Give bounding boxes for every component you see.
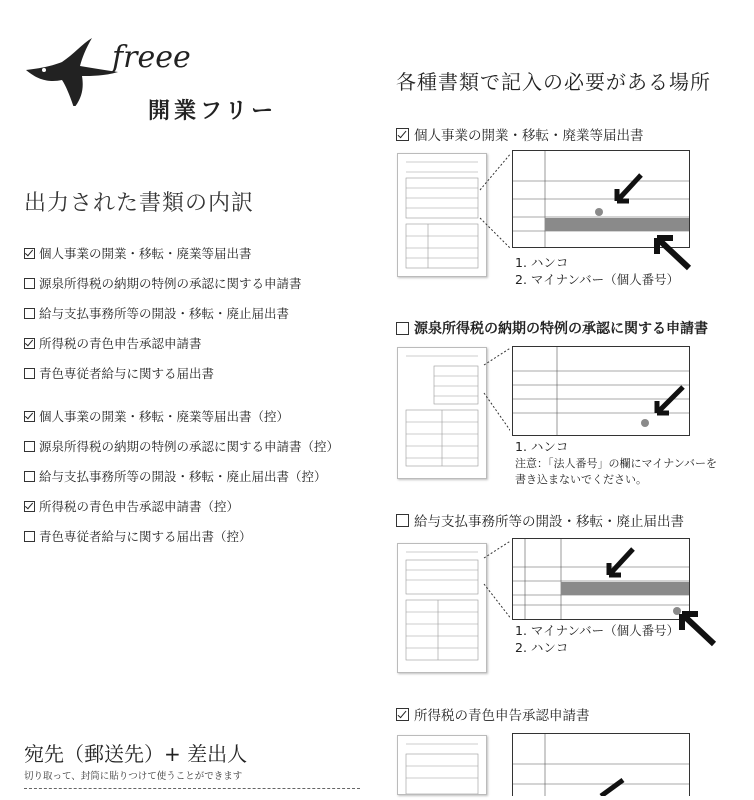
form-detail-icon — [513, 347, 689, 435]
section-title-label: 給与支払事務所等の開設・移転・廃止届出書 — [414, 514, 684, 530]
list-item-label: 源泉所得税の納期の特例の承認に関する申請書（控） — [39, 439, 340, 454]
item-text: 1. マイナンバー（個人番号） — [515, 623, 680, 638]
form-lines-icon — [398, 736, 486, 794]
section-items — [515, 622, 679, 656]
form-zoom-gensen — [512, 346, 690, 436]
item-text: 2. ハンコ — [515, 640, 569, 655]
section-items — [515, 438, 568, 455]
zoom-lines — [470, 150, 510, 270]
unchecked-checkbox-icon — [24, 368, 35, 379]
list-item — [24, 497, 239, 515]
list-item-label: 個人事業の開業・移転・廃業等届出書 — [39, 246, 252, 261]
swallow-bird-icon — [22, 36, 122, 106]
checked-checkbox-icon — [24, 338, 35, 349]
list-item-label: 青色専従者給与に関する届出書（控） — [39, 529, 252, 544]
checked-checkbox-icon — [24, 411, 35, 422]
freee-logo — [22, 36, 292, 126]
list-item — [24, 304, 289, 322]
list-item — [24, 527, 252, 545]
item-text: 1. ハンコ — [515, 255, 569, 270]
zoom-lines — [470, 345, 510, 455]
unchecked-checkbox-icon — [24, 471, 35, 482]
list-item — [24, 274, 302, 292]
section-title-gensen — [396, 318, 708, 338]
form-zoom-aoiro — [512, 733, 690, 796]
section-title-kyuyo — [396, 510, 684, 530]
list-item-label: 所得税の青色申告承認申請書（控） — [39, 499, 240, 514]
list-item-label: 給与支払事務所等の開設・移転・廃止届出書（控） — [39, 469, 327, 484]
address-subtext: 切り取って、封筒に貼りつけて使うことができます — [24, 771, 243, 782]
section-title-label: 所得税の青色申告承認申請書 — [414, 708, 590, 724]
section-title-label: 個人事業の開業・移転・廃業等届出書 — [414, 128, 644, 144]
breakdown-heading: 出力された書類の内訳 — [24, 191, 255, 216]
address-heading: 宛先（郵送先）+ 差出人 — [24, 742, 248, 766]
unchecked-checkbox-icon — [396, 514, 409, 527]
cut-line — [24, 788, 360, 789]
checked-checkbox-icon — [396, 128, 409, 141]
zoom-lines — [470, 538, 510, 648]
item-text: 1. ハンコ — [515, 439, 569, 454]
list-item-label: 所得税の青色申告承認申請書 — [39, 336, 202, 351]
form-detail-icon — [513, 539, 689, 619]
item-text: 2. マイナンバー（個人番号） — [515, 272, 680, 287]
section-items — [515, 254, 679, 288]
unchecked-checkbox-icon — [24, 441, 35, 452]
unchecked-checkbox-icon — [396, 322, 409, 335]
list-item-label: 青色専従者給与に関する届出書 — [39, 366, 215, 381]
unchecked-checkbox-icon — [24, 308, 35, 319]
form-zoom-kyuyo — [512, 538, 690, 620]
checked-checkbox-icon — [24, 248, 35, 259]
list-item-label: 源泉所得税の納期の特例の承認に関する申請書 — [39, 276, 302, 291]
unchecked-checkbox-icon — [24, 531, 35, 542]
form-thumbnail — [397, 735, 487, 795]
logo-script: freee — [112, 40, 191, 75]
checked-checkbox-icon — [396, 708, 409, 721]
list-item — [24, 437, 339, 455]
logo-name: 開業フリー — [148, 99, 278, 124]
section-title-label: 源泉所得税の納期の特例の承認に関する申請書 — [414, 321, 708, 337]
section-title-kaigyo — [396, 124, 644, 144]
form-detail-icon — [513, 734, 689, 796]
checked-checkbox-icon — [24, 501, 35, 512]
list-item-label: 個人事業の開業・移転・廃業等届出書（控） — [39, 409, 290, 424]
list-item — [24, 244, 252, 262]
list-item-label: 給与支払事務所等の開設・移転・廃止届出書 — [39, 306, 290, 321]
list-item — [24, 407, 289, 425]
section-title-aoiro — [396, 704, 590, 724]
unchecked-checkbox-icon — [24, 278, 35, 289]
list-item — [24, 334, 202, 352]
right-heading: 各種書類で記入の必要がある場所 — [396, 70, 711, 94]
list-item — [24, 467, 327, 485]
warning-note: 注意：「法人番号」の欄にマイナンバーを書き込まないでください。 — [515, 457, 717, 486]
list-item — [24, 364, 214, 382]
